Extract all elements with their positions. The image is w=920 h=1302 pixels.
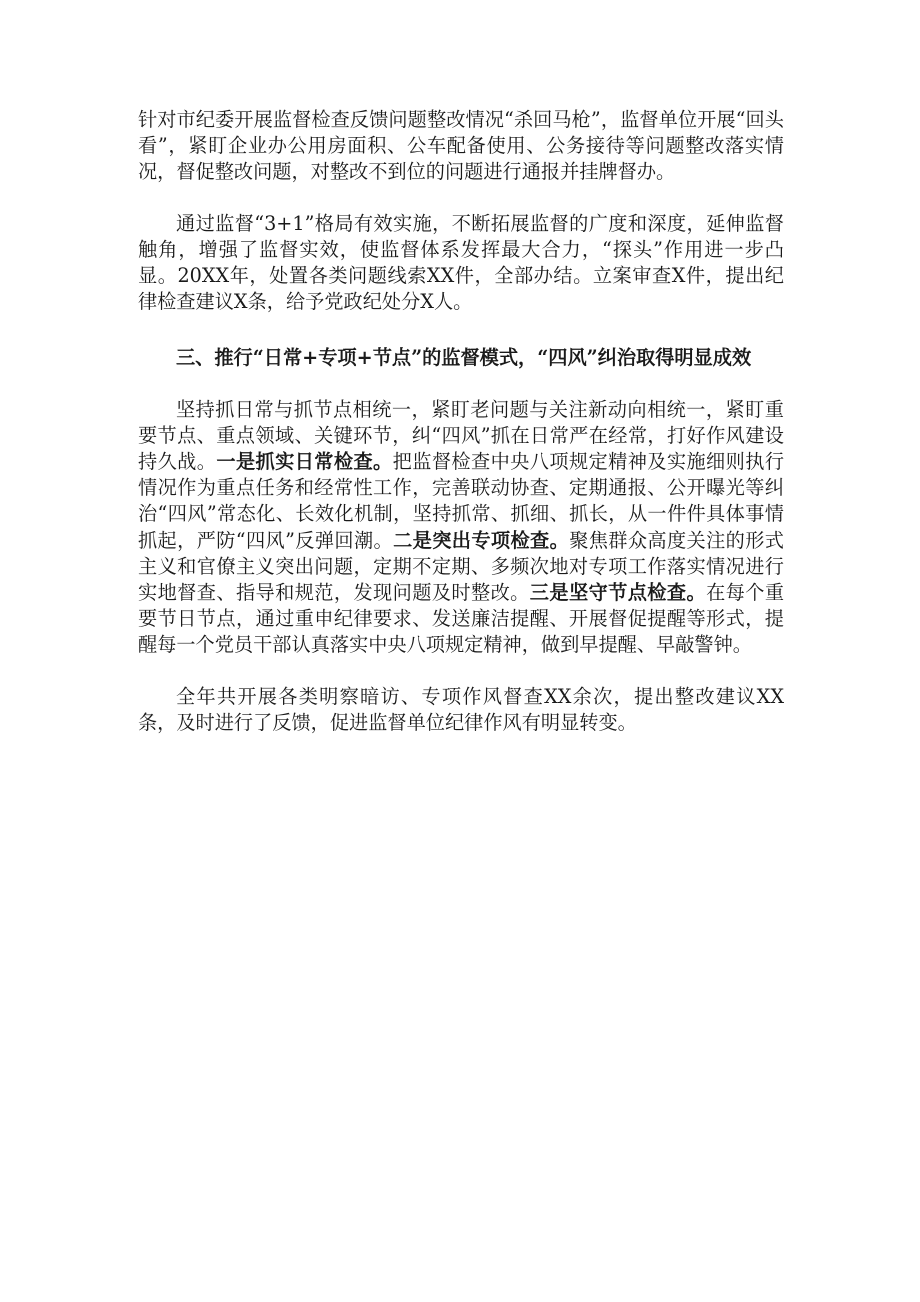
point-1-text: 把监督检查中央八项规定精神及实施细则执行情况作为重点任务和经常性工作，完善联动协查、定期通报、公开曝光等纠治“四风”常态化、长效化机制，坚持抓常、抓细、抓长，从一件件具体事情抓起，严防“四风”反弹回潮。 — [138, 450, 785, 552]
point-1-title: 一是抓实日常检查。 — [216, 450, 393, 474]
point-2-title: 二是突出专项检查。 — [393, 528, 570, 552]
point-3-text: 在每个重要节日节点，通过重申纪律要求、发送廉洁提醒、开展督促提醒等形式，提醒每一个党员干部认真落实中央八项规定精神，做到早提醒、早敲警钟。 — [138, 581, 785, 657]
paragraph-rectification-followup: 针对市纪委开展监督检查反馈问题整改情况“杀回马枪”，监督单位开展“回头看”，紧盯企业办公用房面积、公车配备使用、公务接待等问题整改落实情况，督促整改问题，对整改不到位的问题进行通报并挂牌督办。 — [138, 108, 784, 184]
paragraph-four-winds-measures — [138, 397, 784, 659]
point-2-text: 聚焦群众高度关注的形式主义和官僚主义突出问题，定期不定期、多频次地对专项工作落实情况进行实地督查、指导和规范，发现问题及时整改。 — [138, 528, 784, 605]
point-3-title: 三是坚守节点检查。 — [529, 581, 707, 605]
paragraph-supervision-results: 通过监督“3+1”格局有效实施，不断拓展监督的广度和深度，延伸监督触角，增强了监督实效，使监督体系发挥最大合力，“探头”作用进一步凸显。20XX年，处置各类问题线索XX件，全部办结。立案审查X件，提出纪律检查建议X条，给予党政纪处分X人。 — [138, 211, 784, 314]
paragraph-annual-inspection-summary: 全年共开展各类明察暗访、专项作风督查XX余次，提出整改建议XX条，及时进行了反馈，促进监督单位纪律作风有明显转变。 — [138, 684, 784, 734]
section-heading-three: 三、推行“日常+专项+节点”的监督模式，“四风”纠治取得明显成效 — [176, 346, 752, 370]
paragraph-intro: 坚持抓日常与抓节点相统一，紧盯老问题与关注新动向相统一，紧盯重要节点、重点领域、关键环节，纠“四风”抓在日常严在经常，打好作风建设持久战。 — [138, 397, 784, 474]
document-body — [138, 107, 784, 736]
